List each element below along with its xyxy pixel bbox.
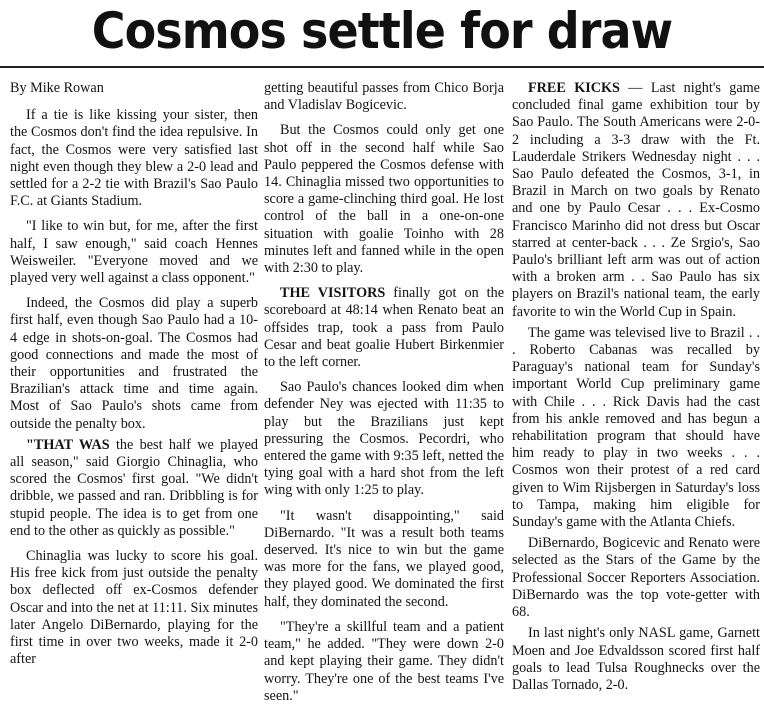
- paragraph: "They're a skillful team and a patient team," he added. "They were down 2-0 and kept playing their game. They didn't worry. They're one of the best teams I've seen.": [264, 618, 504, 704]
- paragraph: Chinaglia was lucky to score his goal. His free kick from just outside the penalty box deflected off ex-Cosmos defender Oscar and into the net at 11:11. Six minutes later Angelo DiBernardo, playing for the first time in over two weeks, made it 2-0 after: [10, 548, 258, 668]
- headline-rule: [0, 66, 764, 68]
- paragraph: Indeed, the Cosmos did play a superb first half, even though Sao Paulo had a 10-4 edge in shots-on-goal. The Cosmos had good connections and made the most of their opportunities and frustrated the Brazilian's attack time and time again. Most of Sao Paulo's shots came from outside the penalty box.: [10, 295, 258, 432]
- paragraph: If a tie is like kissing your sister, then the Cosmos don't find the idea repulsive. In fact, the Cosmos were very satisfied last night even though they blew a 2-0 lead and settled for a 2-2 tie with Brazil's Sao Paulo F.C. at Giants Stadium.: [10, 107, 258, 210]
- byline: By Mike Rowan: [10, 80, 104, 96]
- column-2: [264, 80, 504, 713]
- paragraph: In last night's only NASL game, Garnett Moen and Joe Edvaldsson scored first half goals to lead Tulsa Roughnecks over the Dallas Tornado, 2-0.: [512, 625, 760, 693]
- paragraph: "I like to win but, for me, after the first half, I saw enough," said coach Hennes Weisweiler. "Everyone moved and we played very well against a class opponent.": [10, 218, 258, 287]
- paragraph-text: finally got on the scoreboard at 48:14 when Renato beat an offsides trap, took a pass from Paulo Cesar and beat goalie Hubert Birkenmier to the left corner.: [264, 285, 505, 371]
- column-1: [10, 80, 258, 677]
- section-lead: FREE KICKS: [528, 80, 620, 96]
- column-3: [512, 80, 760, 698]
- paragraph-text: — Last night's game concluded final game exhibition tour by Sao Paulo. The South Americans were 2-0-2 including a 3-3 draw with the Ft. Lauderdale Strikers Wednesday night . . . Sao Paulo defeated the Cosmos, 3-1, in Brazil in March on two goals by Renato and one by Paulo Cesar . . . Ex-Cosmo Francisco Marinho did not dress but Oscar starred at center-back . . . Ze Srgio's, Sao Paulo's brilliant left arm was out of action with a broken arm . . Sao Paulo has six players on Brazil's national team, the early favorite to win the World Cup in Spain.: [512, 80, 760, 320]
- paragraph-text: the best half we played all season," said Giorgio Chinaglia, who scored the Cosmos' first goal. "We didn't dribble, we passed and ran. Dribbling is for stupid people. The idea is to get from one end to the other as quickly as possible.": [10, 436, 258, 539]
- paragraph: DiBernardo, Bogicevic and Renato were selected as the Stars of the Game by the Professional Soccer Reporters Association. DiBernardo was the top vote-getter with 68.: [512, 535, 760, 621]
- paragraph: The game was televised live to Brazil . . . Roberto Cabanas was recalled by Paraguay's national team for Sunday's important World Cup preliminary game with Chile . . . Rick Davis had the cast from his ankle removed and has begun a rehabilitation program that should have him ready to play in two weeks . . . Cosmos won their protest of a red card given to Wim Rijsbergen in Saturday's loss to Tampa, making him eligible for Sunday's game with the Atlanta Chiefs.: [512, 324, 760, 531]
- paragraph: [512, 80, 760, 321]
- paragraph: Sao Paulo's chances looked dim when defender Ney was ejected with 11:35 to play but the Brazilians just kept pressuring the Cosmos. Pecordri, who entered the game with 9:35 left, netted the tying goal with a hard shot from the left wing with only 1:25 to play.: [264, 379, 504, 499]
- paragraph: [264, 285, 504, 371]
- section-lead: THE VISITORS: [280, 285, 386, 302]
- paragraph: [10, 437, 258, 540]
- paragraph: But the Cosmos could only get one shot off in the second half while Sao Paulo peppered the Cosmos defense with 14. Chinaglia missed two opportunities to score a game-clinching third goal. He lost control of the ball in a one-on-one situation with goalie Toinho with 28 minutes left and fanned while in the open with 2:30 to play.: [264, 122, 504, 277]
- headline: Cosmos settle for draw: [91, 2, 673, 60]
- paragraph: "It wasn't disappointing," said DiBernardo. "It was a result both teams deserved. It's nice to win but the game was more for the fans, we played good, they played good. We dominated the first half, they dominated the second.: [264, 507, 504, 610]
- paragraph: getting beautiful passes from Chico Borja and Vladislav Bogicevic.: [264, 80, 504, 114]
- section-lead: "THAT WAS: [26, 436, 110, 453]
